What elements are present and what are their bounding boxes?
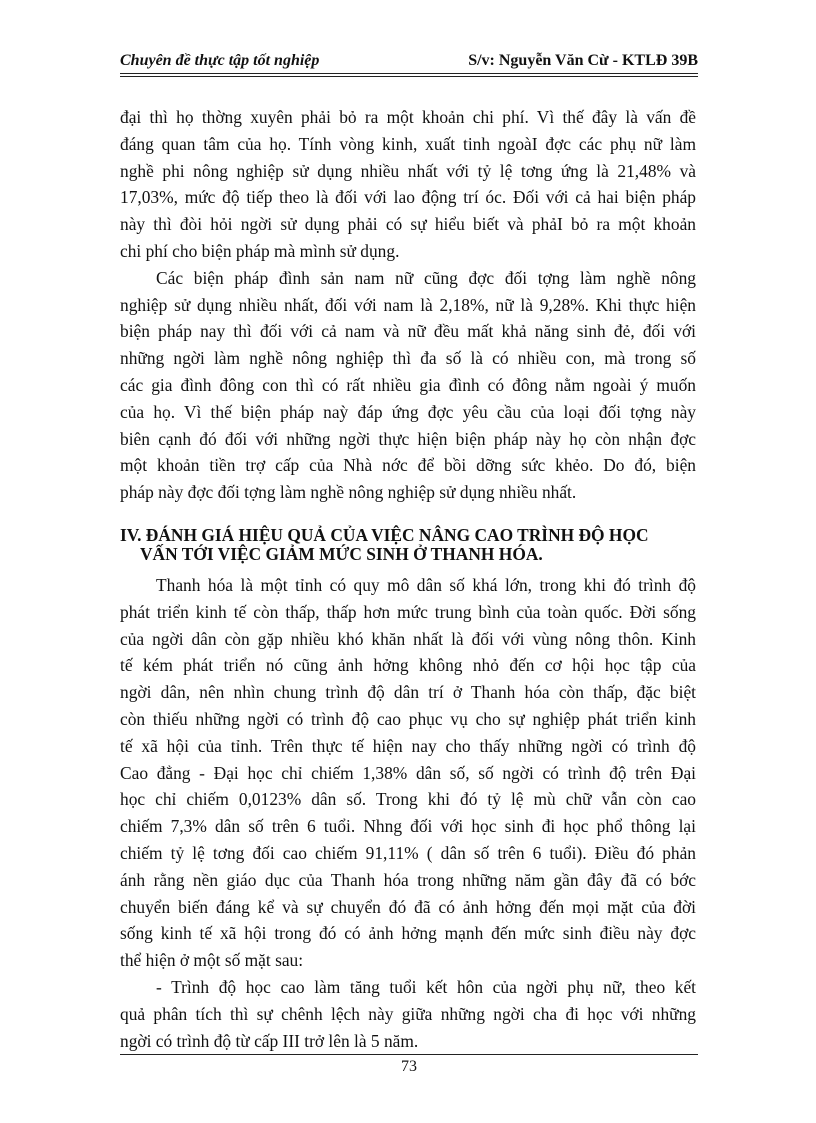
text-line: những ngời làm nghề nông nghiệp thì đa số là có nhiều con, mà trong số: [120, 348, 696, 369]
text-line: Các biện pháp đình sản nam nữ cũng đợc đối tợng làm nghề nông: [156, 267, 696, 288]
text-line: pháp này đợc đối tợng làm nghề nông nghiệp sử dụng nhiều nhất.: [120, 482, 577, 503]
paragraph-4: [120, 974, 696, 1054]
text-line: nghề phi nông nghiệp sử dụng nhiều nhất với tỷ lệ tơng ứng là 21,48% và: [120, 160, 696, 181]
text-line: ngời dân, nên nhìn chung trình độ dân trí ở Thanh hóa còn thấp, đặc biệt: [120, 682, 696, 703]
text-line: quả phân tích thì sự chênh lệch này giữa những ngời cha đi học với những: [120, 1003, 696, 1024]
heading-line-1: IV. ĐÁNH GIÁ HIỆU QUẢ CỦA VIỆC NÂNG CAO TRÌNH ĐỘ HỌC: [120, 524, 649, 545]
text-line: Cao đẳng - Đại học chỉ chiếm 1,38% dân số, số ngời có trình độ trên Đại: [120, 762, 696, 783]
text-line: đại thì họ thờng xuyên phải bỏ ra một khoản chi phí. Vì thế đây là vấn đề: [120, 107, 696, 127]
text-line: chiếm 7,3% dân số trên 6 tuổi. Nhng đối với học sinh đi học phổ thông lại: [120, 816, 696, 837]
document-body: [120, 104, 696, 1054]
header-title: Chuyên đề thực tập tốt nghiệp: [120, 52, 320, 69]
text-line: chuyển biến đáng kể và sự chuyển đó đã có ảnh hởng đến mọi mặt của đời: [120, 896, 696, 917]
text-line: một khoản tiền trợ cấp của Nhà nớc để bồi dỡng sức khẻo. Do đó, biện: [120, 455, 696, 476]
text-line: còn thiếu những ngời có trình độ cao phục vụ cho sự nghiệp phát triển kinh: [120, 708, 696, 729]
paragraph-1: [120, 104, 696, 265]
section-heading: [120, 526, 696, 564]
text-line: thể hiện ở một số mặt sau:: [120, 950, 304, 971]
text-line: ngời có trình độ từ cấp III trở lên là 5 năm.: [120, 1030, 419, 1051]
text-line: này thì đòi hỏi ngời sử dụng phải có sự hiểu biết và phảI bỏ ra một khoản: [120, 214, 696, 235]
text-line: các gia đình đông con thì có rất nhiều gia đình có đông nằm ngoài ý muốn: [120, 374, 696, 395]
text-line: chiếm tỷ lệ tơng đối cao chiếm 91,11% ( dân số trên 6 tuổi). Điều đó phản: [120, 842, 696, 863]
page-header: [120, 52, 698, 74]
text-line: của ngời dân còn gặp nhiều khó khăn nhất là đối với vùng nông thôn. Kinh: [120, 628, 696, 649]
text-line: 17,03%, mức độ tiếp theo là đối với lao động trí óc. Đối với cả hai biện pháp: [120, 187, 696, 208]
text-line: học chỉ chiếm 0,0123% dân số. Trong khi đó tỷ lệ mù chữ vẫn còn cao: [120, 789, 696, 810]
text-line: tế xã hội của tỉnh. Trên thực tế hiện nay cho thấy những ngời có trình độ: [120, 735, 696, 756]
text-line: Thanh hóa là một tỉnh có quy mô dân số khá lớn, trong khi đó trình độ: [156, 574, 696, 595]
text-line: biên cạnh đó đối với những ngời thực hiện biện pháp này họ còn nhận đợc: [120, 428, 696, 449]
text-line: nghiệp sử dụng nhiều nhất, đối với nam là 2,18%, nữ là 9,28%. Khi thực hiện: [120, 294, 696, 315]
text-line: tế kém phát triển nó cũng ảnh hởng không nhỏ đến cơ hội học tập của: [120, 655, 696, 676]
text-line: biện pháp nay thì đối với cả nam và nữ đều mất khả năng sinh đẻ, đối với: [120, 321, 696, 342]
header-rule: [120, 73, 698, 74]
text-line: ánh rằng nền giáo dục của Thanh hóa trong những năm gần đây đã có bớc: [120, 869, 696, 890]
text-line: chi phí cho biện pháp mà mình sử dụng.: [120, 240, 400, 261]
text-line: phát triển kinh tế còn thấp, thấp hơn mức trung bình của toàn quốc. Đời sống: [120, 601, 696, 622]
text-line: - Trình độ học cao làm tăng tuổi kết hôn của ngời phụ nữ, theo kết: [156, 976, 696, 997]
header-rule-thin: [120, 76, 698, 77]
paragraph-3: [120, 572, 696, 974]
text-line: đáng quan tâm của họ. Tính vòng kinh, xuất tinh ngoàI đợc các phụ nữ làm: [120, 133, 696, 154]
header-author: S/v: Nguyễn Văn Cừ - KTLĐ 39B: [468, 52, 698, 69]
text-line: sống kinh tế xã hội trong đó có ảnh hởng mạnh đến mức sinh điều này đợc: [120, 923, 696, 944]
paragraph-2: [120, 265, 696, 506]
footer-rule: [120, 1054, 698, 1055]
heading-line-2: VẤN TỚI VIỆC GIẢM MỨC SINH Ở THANH HÓA.: [140, 543, 543, 564]
text-line: của họ. Vì thế biện pháp naỳ đáp ứng đợc yêu cầu của loại đối tợng này: [120, 401, 696, 422]
page-number: 73: [401, 1058, 417, 1075]
